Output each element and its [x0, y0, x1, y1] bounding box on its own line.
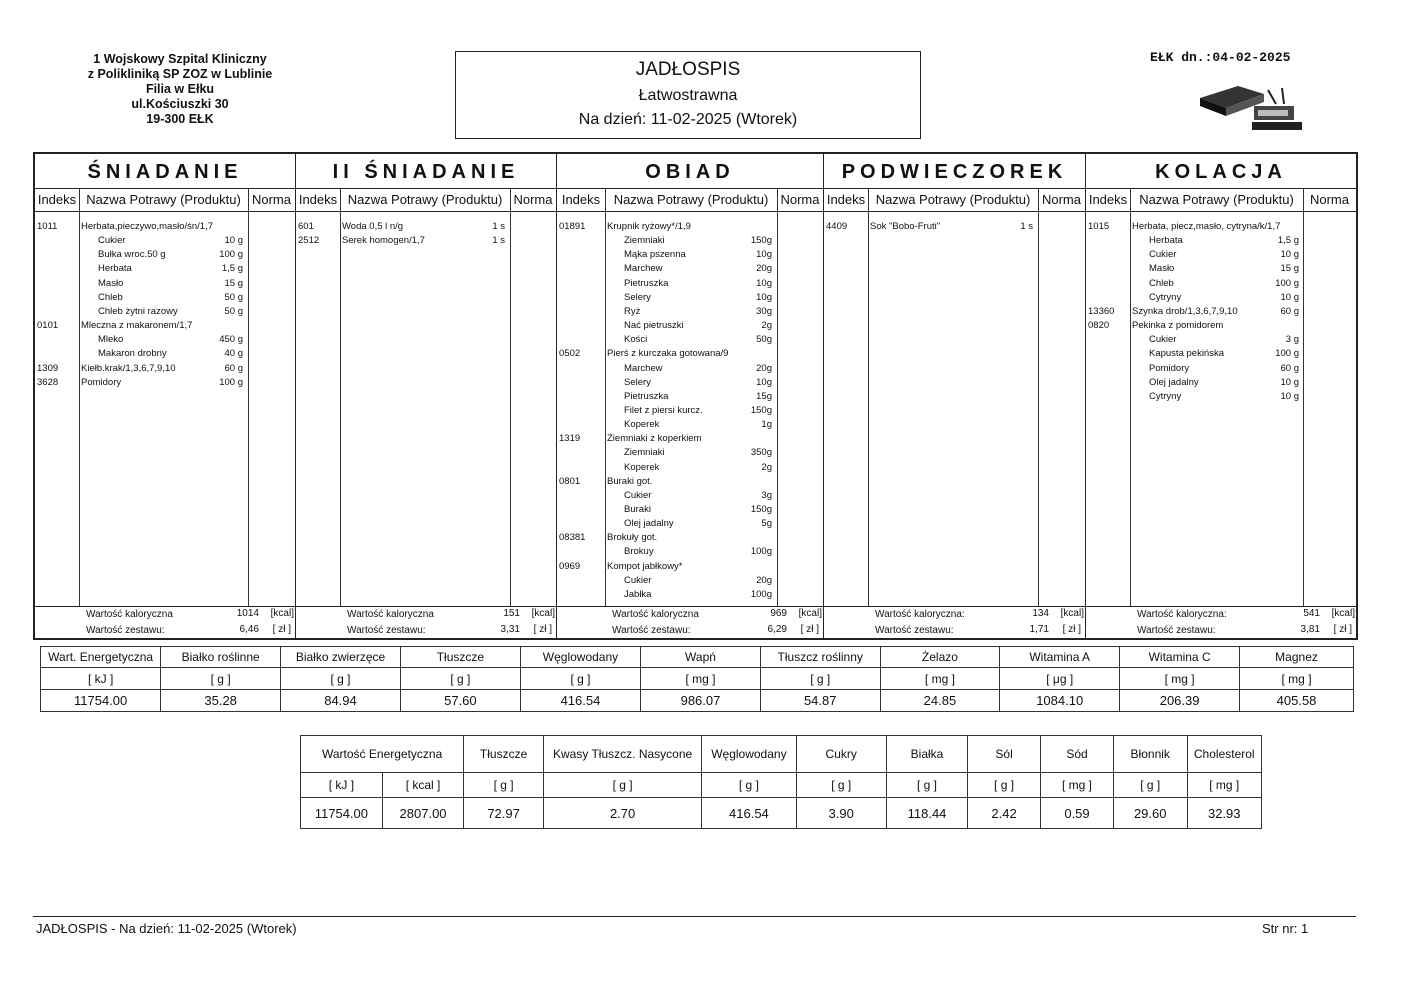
nutrient-cell: 35.28 — [161, 690, 281, 712]
column-header-norm: Norma — [248, 189, 295, 212]
item-index: 4409 — [826, 221, 848, 232]
item-norm: 60 g — [1280, 362, 1299, 374]
item-name: Masło — [1149, 263, 1175, 275]
meal-title: PODWIECZOREK — [824, 154, 1085, 189]
item-name: Selery — [624, 376, 651, 388]
item-norm: 10 g — [1280, 291, 1299, 303]
item-norm: 30g — [756, 305, 772, 317]
item-name: Kompot jabłkowy* — [607, 560, 683, 572]
nutrient-cell: [ mg ] — [1240, 668, 1354, 690]
nutrient-cell: Wartość Energetyczna — [301, 736, 464, 773]
item-norm: 100g — [750, 588, 772, 600]
item-index: 1011 — [37, 221, 58, 232]
item-norm: 1,5 g — [1277, 235, 1299, 247]
item-name: Marchew — [624, 263, 663, 275]
item-norm: 3 g — [1285, 334, 1299, 346]
item-name: Pietruszka — [624, 390, 669, 402]
nutrient-cell: 11754.00 — [301, 798, 383, 829]
nutrient-cell: 29.60 — [1113, 798, 1187, 829]
nutrient-cell: 0.59 — [1041, 798, 1114, 829]
nutrient-cell: 2.42 — [968, 798, 1041, 829]
item-name: Pietruszka — [624, 277, 669, 289]
item-name: Krupnik ryżowy*/1,9 — [607, 221, 691, 232]
nutrient-row-values — [301, 798, 1262, 829]
item-name: Cukier — [98, 235, 126, 247]
column-header-norm: Norma — [1038, 189, 1085, 212]
kcal-label: Wartość kaloryczna — [612, 609, 699, 620]
column-divider — [340, 189, 341, 606]
cost-value: 3,81 — [1300, 624, 1320, 635]
item-name: Woda 0,5 l n/g — [342, 221, 404, 232]
nutrient-cell: Białko zwierzęce — [281, 647, 401, 668]
kcal-unit: [kcal] — [270, 608, 294, 619]
nutrient-cell: 84.94 — [281, 690, 401, 712]
item-norm: 10g — [756, 277, 772, 289]
nutrient-cell: 72.97 — [464, 798, 544, 829]
item-name: Ryż — [624, 305, 641, 317]
item-name: Cukier — [1149, 249, 1177, 261]
nutrient-cell: [ μg ] — [1000, 668, 1120, 690]
item-name: Serek homogen/1,7 — [342, 235, 425, 247]
meals-table — [33, 152, 1358, 640]
nutrient-cell: [ mg ] — [880, 668, 1000, 690]
nutrient-cell: 1084.10 — [1000, 690, 1120, 712]
nutrient-row-headers — [301, 736, 1262, 773]
kcal-value: 151 — [503, 608, 520, 619]
meal-summary — [296, 606, 556, 639]
column-header-name: Nazwa Potrawy (Produktu) — [1130, 189, 1303, 212]
nutrients-table-1 — [40, 646, 1354, 712]
meal-title: KOLACJA — [1086, 154, 1356, 189]
nutrient-cell: 416.54 — [520, 690, 640, 712]
item-norm: 450 g — [219, 334, 243, 346]
column-divider — [248, 189, 249, 606]
item-index: 0820 — [1088, 320, 1110, 332]
kcal-unit: [kcal] — [1331, 608, 1355, 619]
nutrient-cell: [ mg ] — [1041, 773, 1114, 798]
nutrient-cell: 416.54 — [702, 798, 796, 829]
column-divider — [1303, 189, 1304, 606]
nutrients-table-2 — [300, 735, 1262, 829]
item-index: 0801 — [559, 475, 581, 487]
cost-unit: [ zł ] — [800, 624, 819, 635]
column-header-index: Indeks — [557, 189, 605, 212]
item-name: Ziemniaki — [624, 447, 665, 459]
nutrient-cell: 3.90 — [796, 798, 886, 829]
item-index: 3628 — [37, 376, 59, 388]
nutrient-cell: Tłuszcze — [400, 647, 520, 668]
nutrient-cell: [ g ] — [464, 773, 544, 798]
item-name: Cytryny — [1149, 390, 1182, 402]
nutrient-cell: 57.60 — [400, 690, 520, 712]
column-header-index: Indeks — [1086, 189, 1130, 212]
print-date: EŁK dn.:04-02-2025 — [1150, 50, 1291, 65]
item-index: 01891 — [559, 221, 586, 232]
nutrient-cell: Witamina A — [1000, 647, 1120, 668]
item-name: Nać pietruszki — [624, 320, 684, 332]
menu-title-box — [455, 51, 921, 139]
item-name: Pierś z kurczaka gotowana/9 — [607, 348, 729, 360]
item-name: Szynka drob/1,3,6,7,9,10 — [1132, 305, 1238, 317]
nutrient-cell: [ g ] — [1113, 773, 1187, 798]
item-name: Sok "Bobo-Fruti" — [870, 221, 941, 232]
item-norm: 100 g — [1275, 277, 1299, 289]
item-index: 13360 — [1088, 305, 1115, 317]
nutrient-row-headers — [41, 647, 1354, 668]
item-name: Jabłka — [624, 588, 652, 600]
nutrient-cell: [ g ] — [520, 668, 640, 690]
item-norm: 15 g — [1280, 263, 1299, 275]
menu-date: Na dzień: 11-02-2025 (Wtorek) — [578, 111, 798, 128]
item-norm: 2g — [761, 320, 772, 332]
item-index: 1319 — [559, 433, 581, 445]
item-norm: 50 g — [224, 291, 243, 303]
column-header-name: Nazwa Potrawy (Produktu) — [868, 189, 1038, 212]
item-norm: 100 g — [1275, 348, 1299, 360]
meal-column — [557, 154, 824, 638]
column-divider — [605, 189, 606, 606]
item-name: Cytryny — [1149, 291, 1182, 303]
item-name: Herbata — [1149, 235, 1183, 247]
item-name: Pomidory — [81, 376, 122, 388]
meal-summary — [824, 606, 1085, 639]
item-norm: 100g — [750, 546, 772, 558]
item-norm: 10g — [756, 249, 772, 261]
nutrient-cell: Węglowodany — [520, 647, 640, 668]
item-name: Pomidory — [1149, 362, 1190, 374]
item-norm: 10g — [756, 291, 772, 303]
page-number: Str nr: 1 — [1262, 921, 1309, 936]
nutrient-cell: Błonnik — [1113, 736, 1187, 773]
item-name: Kiełb.krak/1,3,6,7,9,10 — [81, 362, 176, 374]
meal-title: II ŚNIADANIE — [296, 154, 556, 189]
nutrient-cell: [ kJ ] — [301, 773, 383, 798]
item-name: Herbata,pieczywo,masło/śn/1,7 — [81, 221, 214, 232]
item-index: 08381 — [559, 532, 586, 544]
column-header-index: Indeks — [296, 189, 340, 212]
nutrient-cell: [ g ] — [400, 668, 520, 690]
hospital-address — [60, 52, 300, 127]
cost-label: Wartość zestawu: — [875, 625, 954, 636]
cost-value: 6,46 — [239, 624, 259, 635]
item-index: 1309 — [37, 362, 59, 374]
nutrient-cell: [ mg ] — [641, 668, 761, 690]
kcal-label: Wartość kaloryczna — [347, 609, 434, 620]
cost-unit: [ zł ] — [533, 624, 552, 635]
nutrient-cell: [ mg ] — [1120, 668, 1240, 690]
item-index: 1015 — [1088, 221, 1110, 232]
item-norm: 10g — [756, 376, 772, 388]
column-divider — [868, 189, 869, 606]
item-norm: 150g — [750, 504, 772, 515]
item-name: Selery — [624, 291, 651, 303]
nutrient-cell: Białko roślinne — [161, 647, 281, 668]
item-norm: 2g — [761, 461, 772, 473]
column-header-name: Nazwa Potrawy (Produktu) — [79, 189, 248, 212]
item-norm: 40 g — [224, 348, 243, 360]
kcal-unit: [kcal] — [798, 608, 822, 619]
item-norm: 15g — [756, 390, 772, 402]
nutrient-cell: [ g ] — [760, 668, 880, 690]
footer-title: JADŁOSPIS - Na dzień: 11-02-2025 (Wtorek) — [36, 921, 297, 936]
meal-title: OBIAD — [557, 154, 823, 189]
nutrient-cell: Tłuszcz roślinny — [760, 647, 880, 668]
nutrient-cell: Żelazo — [880, 647, 1000, 668]
item-name: Herbata, piecz,masło, cytryna/k/1,7 — [1132, 221, 1281, 232]
column-divider — [510, 189, 511, 606]
item-norm: 20g — [756, 362, 772, 374]
item-name: Chleb żytni razowy — [98, 305, 178, 317]
cost-unit: [ zł ] — [1062, 624, 1081, 635]
nutrient-cell: Magnez — [1240, 647, 1354, 668]
computer-books-icon — [1198, 80, 1308, 141]
item-norm: 10 g — [1280, 390, 1299, 402]
item-name: Pekinka z pomidorem — [1132, 320, 1224, 332]
meal-summary — [1086, 606, 1356, 639]
item-index: 2512 — [298, 235, 320, 247]
item-name: Kapusta pekińska — [1149, 348, 1224, 360]
nutrient-row-units — [301, 773, 1262, 798]
nutrient-cell: Cukry — [796, 736, 886, 773]
item-norm: 1 s — [492, 235, 505, 247]
kcal-label: Wartość kaloryczna: — [1137, 609, 1227, 620]
item-name: Olej jadalny — [1149, 376, 1199, 388]
item-index: 0502 — [559, 348, 581, 360]
item-norm: 50 g — [224, 305, 243, 317]
item-norm: 50g — [756, 334, 772, 346]
nutrient-cell: [ mg ] — [1187, 773, 1262, 798]
item-name: Brokuy — [624, 546, 654, 558]
kcal-value: 969 — [770, 608, 787, 619]
item-norm: 1,5 g — [221, 263, 243, 275]
item-norm: 1 s — [492, 221, 505, 232]
item-name: Brokuły got. — [607, 532, 658, 544]
column-divider — [1130, 189, 1131, 606]
item-name: Mąka pszenna — [624, 249, 686, 261]
hospital-line: z Polikliniką SP ZOZ w Lublinie — [87, 67, 273, 81]
nutrient-cell: Kwasy Tłuszcz. Nasycone — [543, 736, 701, 773]
document-title: JADŁOSPIS — [635, 59, 741, 80]
meal-column — [1086, 154, 1356, 638]
nutrient-cell: [ g ] — [886, 773, 967, 798]
nutrient-cell: Sól — [968, 736, 1041, 773]
meal-summary — [35, 606, 295, 639]
item-name: Buraki got. — [607, 475, 653, 487]
nutrient-cell: Witamina C — [1120, 647, 1240, 668]
kcal-label: Wartość kaloryczna — [86, 609, 173, 620]
item-name: Herbata — [98, 263, 132, 275]
column-header-name: Nazwa Potrawy (Produktu) — [340, 189, 510, 212]
cost-unit: [ zł ] — [1333, 624, 1352, 635]
diet-name: Łatwostrawna — [638, 87, 738, 104]
kcal-unit: [kcal] — [531, 608, 555, 619]
item-name: Chleb — [98, 291, 123, 303]
item-name: Cukier — [624, 489, 652, 501]
item-norm: 150g — [750, 235, 772, 247]
item-name: Cukier — [1149, 334, 1177, 346]
item-name: Koperek — [624, 461, 660, 473]
column-header-index: Indeks — [824, 189, 868, 212]
cost-label: Wartość zestawu: — [1137, 625, 1216, 636]
item-norm: 1g — [761, 419, 772, 431]
item-norm: 1 s — [1020, 221, 1033, 232]
nutrient-cell: 986.07 — [641, 690, 761, 712]
nutrient-cell: Wapń — [641, 647, 761, 668]
item-name: Marchew — [624, 362, 663, 374]
item-norm: 20g — [756, 263, 772, 275]
item-name: Filet z piersi kurcz. — [624, 404, 703, 416]
item-norm: 3g — [761, 489, 772, 501]
column-header-name: Nazwa Potrawy (Produktu) — [605, 189, 777, 212]
item-name: Mleko — [98, 334, 124, 346]
kcal-value: 541 — [1303, 608, 1320, 619]
nutrient-cell: Białka — [886, 736, 967, 773]
item-name: Ziemniaki — [624, 235, 665, 247]
column-header-norm: Norma — [510, 189, 556, 212]
nutrient-cell: Cholesterol — [1187, 736, 1262, 773]
item-index: 0101 — [37, 320, 59, 332]
item-name: Makaron drobny — [98, 348, 167, 360]
kcal-value: 1014 — [236, 608, 259, 619]
meal-summary — [557, 606, 823, 639]
item-name: Bułka wroc.50 g — [98, 249, 166, 261]
item-norm: 10 g — [1280, 376, 1299, 388]
nutrient-row-values — [41, 690, 1354, 712]
nutrient-cell: 11754.00 — [41, 690, 161, 712]
item-name: Cukier — [624, 574, 652, 586]
item-norm: 5g — [761, 518, 772, 530]
nutrient-cell: 2.70 — [543, 798, 701, 829]
column-header-norm: Norma — [777, 189, 823, 212]
item-index: 601 — [298, 221, 314, 232]
nutrient-cell: 54.87 — [760, 690, 880, 712]
cost-value: 6,29 — [767, 624, 787, 635]
item-name: Mleczna z makaronem/1,7 — [81, 320, 193, 332]
kcal-value: 134 — [1032, 608, 1049, 619]
nutrient-row-units — [41, 668, 1354, 690]
nutrient-cell: 405.58 — [1240, 690, 1354, 712]
meal-title: ŚNIADANIE — [35, 154, 295, 189]
kcal-unit: [kcal] — [1060, 608, 1084, 619]
column-header-index: Indeks — [35, 189, 79, 212]
item-index: 0969 — [559, 560, 581, 572]
nutrient-cell: [ g ] — [543, 773, 701, 798]
cost-value: 1,71 — [1029, 624, 1049, 635]
column-divider — [777, 189, 778, 606]
column-header-norm: Norma — [1303, 189, 1356, 212]
cost-unit: [ zł ] — [272, 624, 291, 635]
nutrient-cell: Wart. Energetyczna — [41, 647, 161, 668]
hospital-line: Filia w Ełku — [145, 82, 215, 96]
footer-divider — [33, 916, 1356, 917]
item-norm: 60 g — [224, 362, 243, 374]
nutrient-cell: [ g ] — [968, 773, 1041, 798]
meal-column — [824, 154, 1086, 638]
nutrient-cell: 206.39 — [1120, 690, 1240, 712]
column-divider — [1038, 189, 1039, 606]
item-name: Buraki — [624, 504, 651, 515]
item-norm: 350g — [750, 447, 772, 459]
nutrient-cell: Tłuszcze — [464, 736, 544, 773]
nutrient-cell: [ g ] — [281, 668, 401, 690]
item-name: Olej jadalny — [624, 518, 674, 530]
hospital-line: 1 Wojskowy Szpital Kliniczny — [93, 52, 267, 66]
item-norm: 15 g — [224, 277, 243, 289]
item-norm: 150g — [750, 404, 772, 416]
cost-value: 3,31 — [500, 624, 520, 635]
nutrient-cell: Sód — [1041, 736, 1114, 773]
nutrient-cell: [ g ] — [796, 773, 886, 798]
kcal-label: Wartość kaloryczna: — [875, 609, 965, 620]
item-name: Ziemniaki z koperkiem — [607, 433, 702, 445]
item-norm: 100 g — [219, 376, 243, 388]
item-norm: 10 g — [1280, 249, 1299, 261]
item-name: Kości — [624, 334, 648, 346]
item-name: Koperek — [624, 419, 660, 431]
nutrient-cell: Węglowodany — [702, 736, 796, 773]
meal-column — [35, 154, 296, 638]
item-norm: 100 g — [219, 249, 243, 261]
nutrient-cell: 2807.00 — [382, 798, 464, 829]
nutrient-cell: [ kJ ] — [41, 668, 161, 690]
nutrient-cell: [ g ] — [161, 668, 281, 690]
hospital-line: 19-300 EŁK — [146, 112, 214, 126]
cost-label: Wartość zestawu: — [347, 625, 426, 636]
meal-column — [296, 154, 557, 638]
nutrient-cell: 118.44 — [886, 798, 967, 829]
cost-label: Wartość zestawu: — [612, 625, 691, 636]
hospital-line: ul.Kościuszki 30 — [131, 97, 229, 111]
nutrient-cell: 24.85 — [880, 690, 1000, 712]
item-norm: 60 g — [1280, 305, 1299, 317]
nutrient-cell: 32.93 — [1187, 798, 1262, 829]
cost-label: Wartość zestawu: — [86, 625, 165, 636]
column-divider — [79, 189, 80, 606]
nutrient-cell: [ g ] — [702, 773, 796, 798]
item-name: Chleb — [1149, 277, 1174, 289]
nutrient-cell: [ kcal ] — [382, 773, 464, 798]
item-norm: 20g — [756, 574, 772, 586]
item-norm: 10 g — [224, 235, 243, 247]
item-name: Masło — [98, 277, 124, 289]
